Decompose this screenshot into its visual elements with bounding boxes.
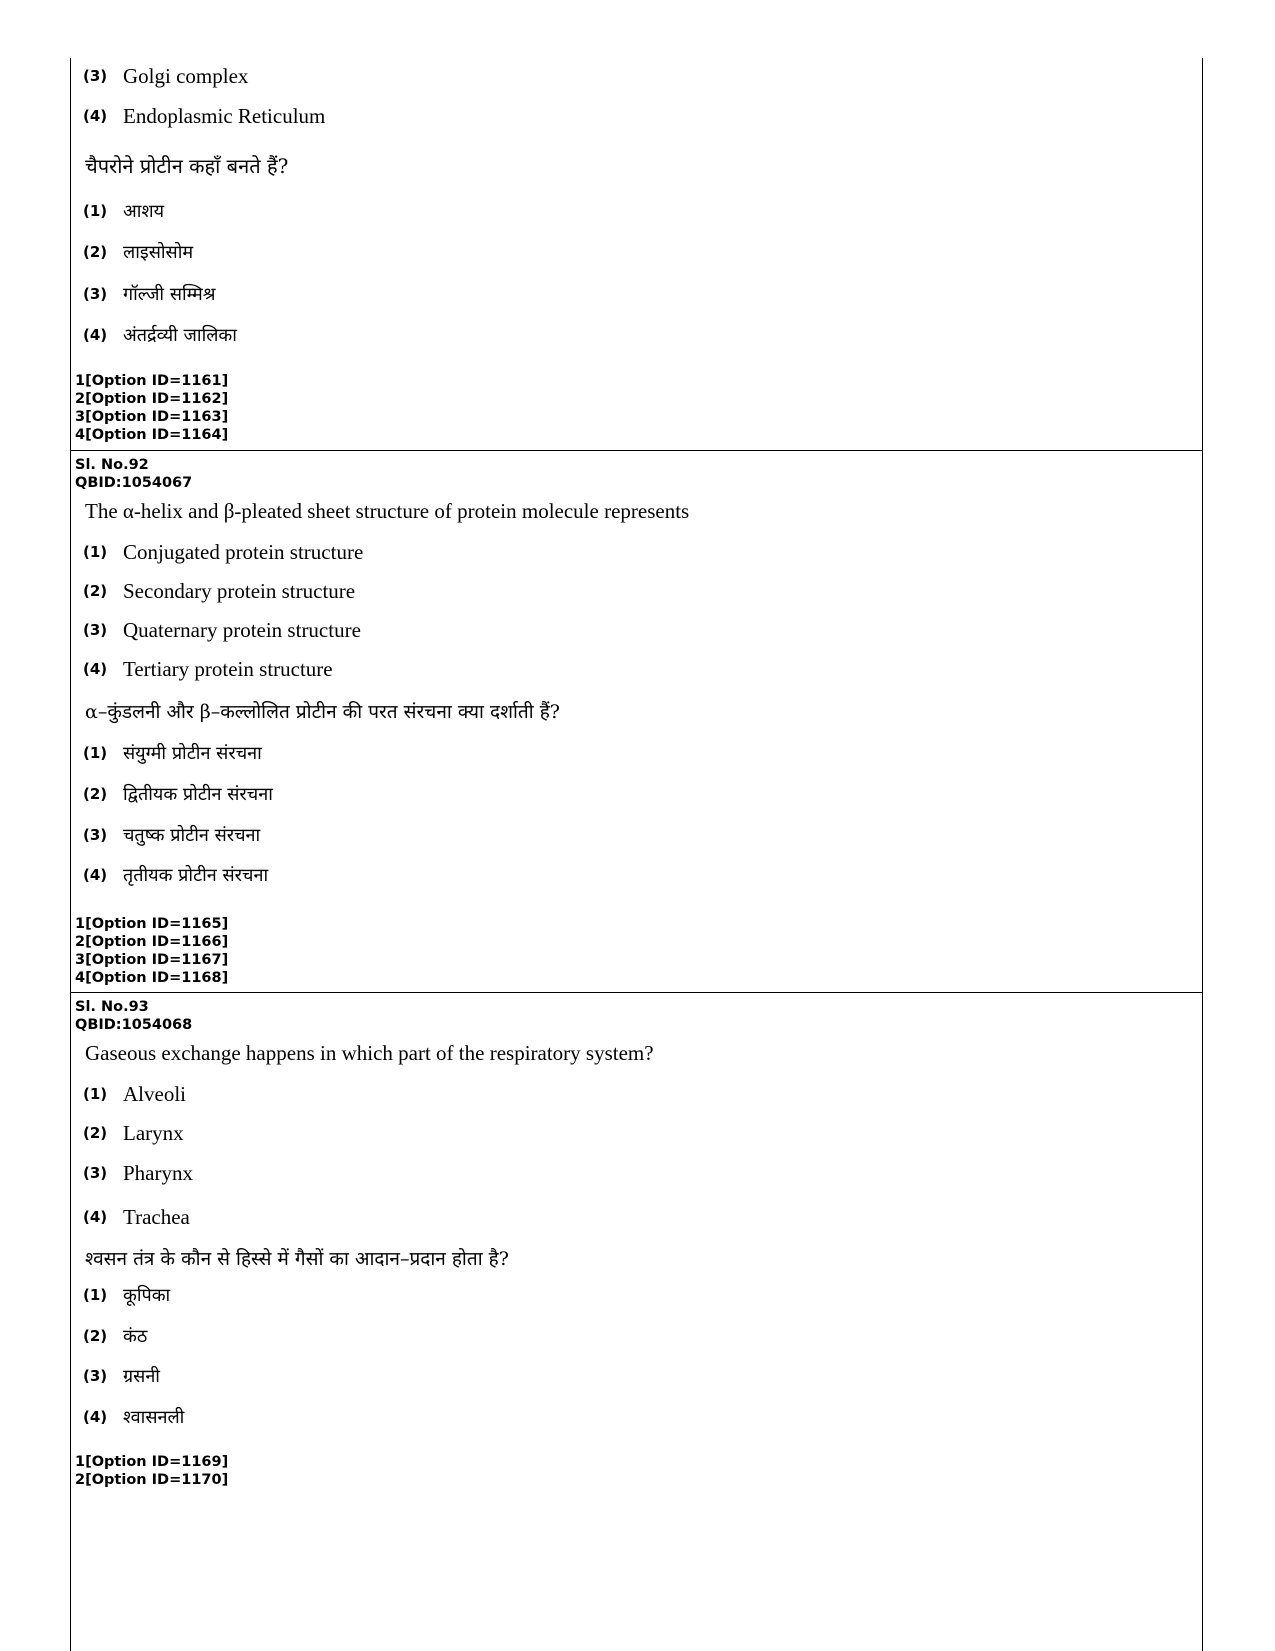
option-number: (2) [83, 243, 108, 261]
option-hi-1 [83, 1283, 170, 1307]
option-text: कंठ [123, 1326, 148, 1347]
option-number: (3) [83, 67, 108, 85]
option-id-2: 2[Option ID=1170] [75, 1472, 229, 1488]
option-en-3 [83, 618, 361, 643]
option-number: (1) [83, 744, 108, 762]
option-number: (3) [83, 621, 108, 639]
option-text: चतुष्क प्रोटीन संरचना [123, 825, 261, 846]
option-hi-4 [83, 323, 237, 347]
option-text: संयुग्मी प्रोटीन संरचना [123, 743, 262, 764]
question-stem-hindi: α–कुंडलनी और β–कल्लोलित प्रोटीन की परत संरचना क्या दर्शाती हैं? [85, 701, 560, 723]
option-hi-2 [83, 782, 273, 806]
option-id-2: 2[Option ID=1166] [75, 934, 229, 950]
option-text: Secondary protein structure [123, 579, 356, 603]
option-number: (4) [83, 1208, 108, 1226]
option-en-3 [83, 1161, 193, 1186]
option-hi-3 [83, 1364, 160, 1388]
option-id-3: 3[Option ID=1167] [75, 952, 229, 968]
option-id-4: 4[Option ID=1168] [75, 970, 229, 986]
qbid: QBID:1054068 [75, 1017, 193, 1033]
question-stem-english: The α-helix and β-pleated sheet structure of protein molecule represents [85, 499, 690, 523]
option-hi-2 [83, 240, 193, 264]
option-hi-2 [83, 1324, 147, 1348]
option-number: (2) [83, 1124, 108, 1142]
option-hi-4 [83, 1405, 184, 1429]
option-en-1 [83, 1082, 186, 1107]
option-text: Conjugated protein structure [123, 540, 364, 564]
option-number: (1) [83, 1085, 108, 1103]
option-text: गॉल्जी सम्मिश्र [123, 284, 216, 305]
option-text: Larynx [123, 1121, 184, 1145]
question-divider [71, 992, 1202, 993]
option-en-3 [83, 64, 248, 89]
serial-number: Sl. No.93 [75, 999, 149, 1015]
option-number: (1) [83, 202, 108, 220]
option-en-4 [83, 657, 333, 682]
option-id-3: 3[Option ID=1163] [75, 409, 229, 425]
option-id-1: 1[Option ID=1169] [75, 1454, 229, 1470]
option-en-2 [83, 1121, 184, 1146]
option-number: (1) [83, 1286, 108, 1304]
option-text: तृतीयक प्रोटीन संरचना [123, 865, 269, 886]
option-id-1: 1[Option ID=1165] [75, 916, 229, 932]
question-paper-page [70, 58, 1203, 1651]
option-id-1: 1[Option ID=1161] [75, 373, 229, 389]
option-text: Endoplasmic Reticulum [123, 104, 326, 128]
option-number: (4) [83, 866, 108, 884]
option-text: आशय [123, 201, 165, 222]
option-hi-1 [83, 741, 262, 765]
option-number: (4) [83, 1408, 108, 1426]
option-number: (3) [83, 826, 108, 844]
option-hi-1 [83, 199, 164, 223]
option-number: (3) [83, 1164, 108, 1182]
serial-number: Sl. No.92 [75, 457, 149, 473]
option-text: द्वितीयक प्रोटीन संरचना [123, 784, 273, 805]
option-number: (2) [83, 582, 108, 600]
option-number: (2) [83, 785, 108, 803]
option-id-2: 2[Option ID=1162] [75, 391, 229, 407]
option-number: (4) [83, 107, 108, 125]
option-text: लाइसोसोम [123, 242, 194, 263]
option-text: Tertiary protein structure [123, 657, 333, 681]
option-number: (4) [83, 326, 108, 344]
option-text: Alveoli [123, 1082, 186, 1106]
option-en-4 [83, 1205, 190, 1230]
option-text: Quaternary protein structure [123, 618, 361, 642]
question-stem-hindi: श्वसन तंत्र के कौन से हिस्से में गैसों का आदान–प्रदान होता है? [85, 1248, 509, 1270]
option-text: कूपिका [123, 1285, 171, 1306]
question-stem-hindi: चैपरोने प्रोटीन कहाँ बनते हैं? [85, 154, 289, 178]
option-number: (3) [83, 1367, 108, 1385]
option-text: Trachea [123, 1205, 190, 1229]
option-hi-3 [83, 823, 260, 847]
option-id-4: 4[Option ID=1164] [75, 427, 229, 443]
option-en-4 [83, 104, 325, 129]
option-number: (1) [83, 543, 108, 561]
option-hi-4 [83, 863, 268, 887]
option-text: ग्रसनी [123, 1366, 160, 1387]
option-text: श्वासनली [123, 1407, 185, 1428]
option-text: Golgi complex [123, 64, 249, 88]
option-hi-3 [83, 282, 216, 306]
option-text: अंतर्द्रव्यी जालिका [123, 325, 237, 346]
qbid: QBID:1054067 [75, 475, 193, 491]
option-text: Pharynx [123, 1161, 193, 1185]
option-en-1 [83, 540, 363, 565]
option-number: (3) [83, 285, 108, 303]
option-en-2 [83, 579, 355, 604]
question-divider [71, 450, 1202, 451]
option-number: (2) [83, 1327, 108, 1345]
option-number: (4) [83, 660, 108, 678]
question-stem-english: Gaseous exchange happens in which part of the respiratory system? [85, 1041, 654, 1065]
